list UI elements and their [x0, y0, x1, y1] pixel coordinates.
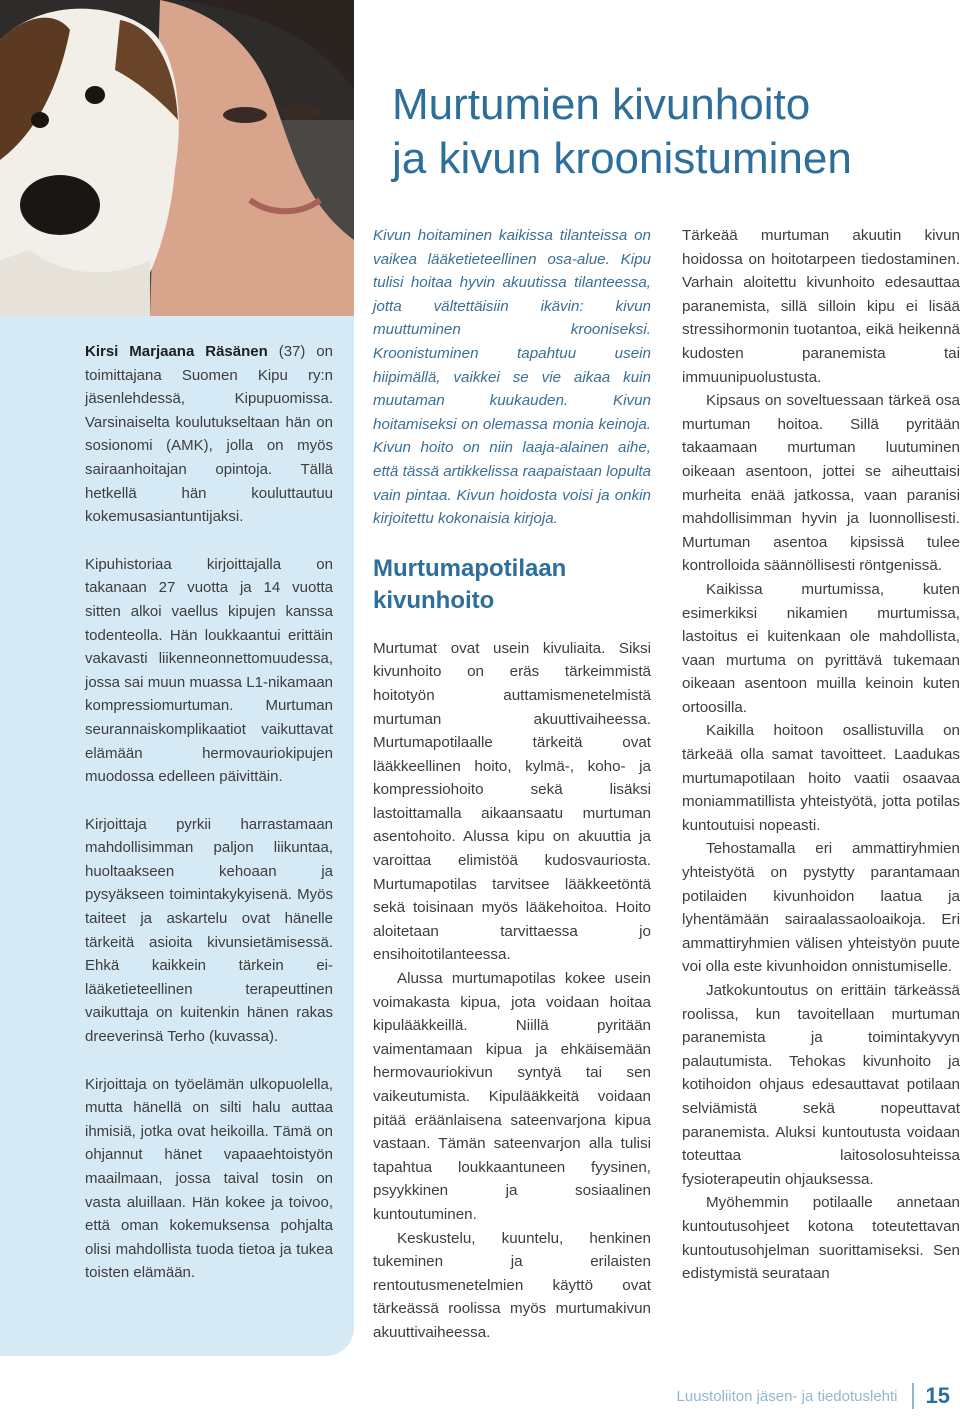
bio-paragraph-4: Kirjoittaja on työelämän ulkopuolella, mutta hänellä on silti halu auttaa ihmisiä, jotka ovat heikoilla. Tämä on ohjannut hänet vapaaehtoistyön maailmaan, jossa taival tosin on vasta aluillaan. Hän kokee ja toivoo, että oman kokemuksensa pohjalta olisi mahdollista tuoda tietoa ja tukea toisten elämään. [85, 1075, 333, 1282]
section-heading: Murtumapotilaan kivunhoito [373, 554, 567, 614]
page-footer [677, 1381, 950, 1411]
bio-intro: (37) on toimittajana Suomen Kipu ry:n jäsenlehdessä, Kipupuomissa. Varsinaiselta koulutukseltaan hän on sosionomi (AMK), jolla on myös sairaanhoitajan opintoja. Tällä hetkellä hän kouluttautuu kokemusasiantuntijaksi. [85, 343, 333, 526]
footer-divider [912, 1383, 914, 1409]
bio-paragraph-2: Kipuhistoriaa kirjoittajalla on takanaan 27 vuotta ja 14 vuotta sitten alkoi vaellus kipujen kanssa todenteolla. Hän loukkaantui erittäin vakavasti liikenneonnettomuudessa, jossa sai muun muassa L1-nikamaan kompressiomurtuman. Murtuman seurannaiskomplikaatiot vaikuttavat elämään hermovauriokipujen muodossa edelleen päivittäin. [85, 555, 333, 786]
col3-paragraph-4: Kaikilla hoitoon osallistuvilla on tärkeää olla samat tavoitteet. Laadukas murtumapotilaan hoito vaatii osaavaa moniammatillista yhteistyötä, jotta potilas kuntoutuisi nopeasti. [682, 722, 960, 834]
col2-paragraph-2: Alussa murtumapotilas kokee usein voimakasta kipua, jota voidaan hoitaa kipulääkkeillä. Niillä pyritään vaimentamaan kipua ja ehkäisemään hermovauriokivun syntyä tai sen vaikeutumista. Kipulääkkeitä voidaan pitää eräänlaisena sateenvarjona kipua vastaan. Tämän sateenvarjon alla tulisi tapahtua loukkaantuneen fyysinen, psyykkinen ja sosiaalinen kuntoutuminen. [373, 970, 651, 1223]
col2-paragraph-3: Keskustelu, kuuntelu, henkinen tukeminen ja erilaisten rentoutusmenetelmien käyttö ovat tärkeässä roolissa myös murtumakivun akuuttivaiheessa. [373, 1229, 651, 1341]
author-sidebar [0, 0, 354, 1356]
author-bio [85, 340, 333, 1309]
col3-paragraph-7: Myöhemmin potilaalle annetaan kuntoutusohjeet kotona toteutettavan kuntoutusohjelman suorittamiseksi. Sen edistymistä seurataan [682, 1194, 960, 1283]
col3-paragraph-6: Jatkokuntoutus on erittäin tärkeässä roolissa, kun tavoitellaan murtuman paranemista ja toimintakyvyn palautumista. Tehokas kivunhoito ja kotihoidon ohjaus edesauttavat potilaan selviämistä sekä nopeuttavat paranemista. Aluksi kuntoutusta voidaan toteuttaa laitosolosuhteissa fysioterapeutin ohjauksessa. [682, 982, 960, 1188]
col3-paragraph-1: Tärkeää murtuman akuutin kivun hoidossa on hoitotarpeen tiedostaminen. Varhain aloitettu kivunhoito edesauttaa paranemista, sillä silloin kipu ei lisää stressihormonin tuotantoa, eikä heikennä kudosten paranemista tai immuunipuolustusta. [682, 227, 960, 386]
article-column-2 [373, 224, 651, 1345]
page-number: 15 [925, 1383, 950, 1408]
col2-paragraph-1: Murtumat ovat usein kivuliaita. Siksi kivunhoito on eräs tärkeimmistä hoitotyön auttamismenetelmistä murtuman akuuttivaiheessa. Murtumapotilaalle tärkeitä ovat lääkkeellinen hoito, kylmä-, koho- ja kompressiohoito sekä lisäksi lastoittamalla aikaansaatu murtuman asentohoito. Alussa kipu on akuuttia ja varoittaa elimistöä kudosvauriosta. Murtumapotilas tarvitsee lääkkeetöntä sekä toisinaan myös lääkehoitoa. Hoito aloitetaan tarvittaessa jo ensihoitotilanteessa. [373, 639, 651, 964]
publication-name: Luustoliiton jäsen- ja tiedotuslehti [676, 1387, 898, 1405]
photo-woman-and-dog [0, 0, 354, 316]
article-column-3 [682, 224, 960, 1286]
author-name: Kirsi Marjaana Räsänen [85, 343, 268, 360]
bio-paragraph-1 [85, 340, 333, 529]
col3-paragraph-5: Tehostamalla eri ammattiryhmien yhteistyötä on pystytty parantamaan potilaiden kivunhoidon laatua ja lyhentämään sairaalassaoloaikoja. Eri ammattiryhmien välisen yhteistyön puute voi olla este kivunhoidon onnistumiselle. [682, 840, 960, 976]
bio-paragraph-3: Kirjoittaja pyrkii harrastamaan mahdollisimman paljon liikuntaa, huoltaakseen kehoaan ja pysyäkseen toimintakykyisenä. Myös taiteet ja askartelu ovat hänelle tärkeitä asioita kivunsietämisessä. Ehkä kaikkein tärkein ei-lääketieteellinen terapeuttinen vaikuttaja on kuitenkin hänen rakas dreeverinsä Terho (kuvassa). [85, 815, 333, 1046]
title-line-1: Murtumien kivunhoito [392, 80, 811, 129]
col3-paragraph-3: Kaikissa murtumissa, kuten esimerkiksi nikamien murtumissa, lastoitus ei kuitenkaan ole mahdollista, vaan murtuma on pyrittävä tukemaan oikeaan asentoon muilla keinoin kuten ortoosilla. [682, 580, 960, 716]
page-title [392, 78, 952, 186]
title-line-2: ja kivun kroonistuminen [392, 134, 852, 183]
article-intro: Kivun hoitaminen kaikissa tilanteissa on vaikea lääketieteellinen osa-alue. Kipu tulisi hoitaa hyvin akuutissa tilanteessa, jotta vältettäisiin ikävin: kivun muuttuminen krooniseksi. Kroonistuminen tapahtuu usein hiipimällä, vaikkei se vie aikaa kuin muutaman kuukauden. Kivun hoitamiseksi on olemassa monia keinoja. Kivun hoito on niin laaja-alainen aihe, että tässä artikkelissa raapaistaan lopulta vain pintaa. Kivun hoidosta voisi ja onkin kirjoitettu kokonaisia kirjoja. [373, 227, 651, 528]
author-photo [0, 0, 354, 316]
col3-paragraph-2: Kipsaus on soveltuessaan tärkeä osa murtuman hoitoa. Sillä pyritään takaamaan murtuman luutuminen oikeaan asentoon, jottei se aiheuttaisi murheita enää jatkossa, vaan paranisi mahdollisimman hyvin ja luonnollisesti. Murtuman asentoa kipsissä tulee kontrolloida säännöllisesti röntgenissä. [682, 392, 960, 575]
